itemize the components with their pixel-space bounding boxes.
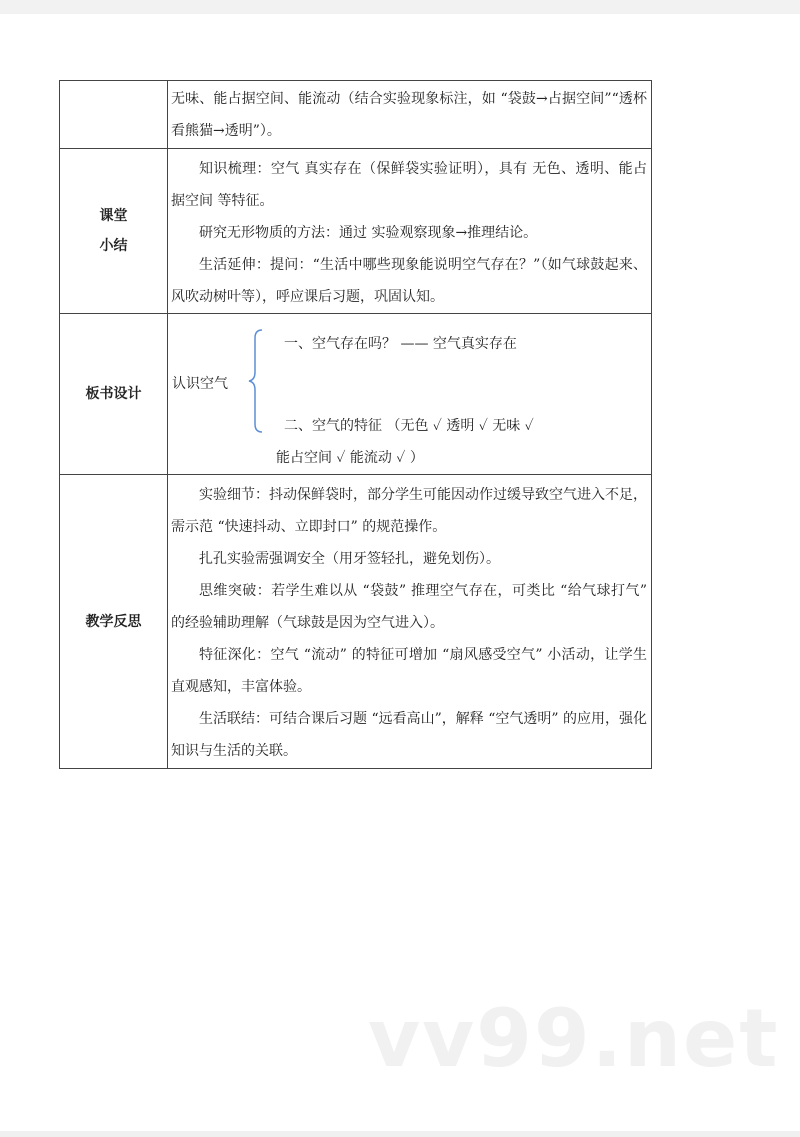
paragraph: 知识梳理：空气 真实存在（保鲜袋实验证明），具有 无色、透明、能占据空间 等特征。 [171, 161, 647, 209]
bottom-edge [0, 1131, 800, 1137]
paragraph: 思维突破：若学生难以从 “袋鼓” 推理空气存在，可类比 “给气球打气” 的经验辅助理解（气球鼓是因为空气进入）。 [171, 583, 647, 631]
paragraph: 生活联结：可结合课后习题 “远看高山”，解释 “空气透明” 的应用，强化知识与生活的关联。 [171, 711, 647, 759]
lesson-table [59, 80, 652, 769]
paragraph: 特征深化：空气 “流动” 的特征可增加 “扇风感受空气” 小活动，让学生直观感知，丰富体验。 [171, 647, 647, 695]
board-item-2-cont: 能占空间 ✓ 能流动 ✓ ） [276, 450, 424, 466]
paragraph: 实验细节：抖动保鲜袋时，部分学生可能因动作过缓导致空气进入不足，需示范 “快速抖动、立即封口” 的规范操作。 [171, 487, 647, 535]
board-design [168, 314, 651, 470]
curly-brace-icon [246, 328, 266, 434]
board-root: 认识空气 [172, 376, 228, 392]
paragraph: 研究无形物质的方法：通过 实验观察现象→推理结论。 [199, 225, 538, 241]
table-row-reflection [60, 474, 651, 768]
top-edge [0, 0, 800, 14]
paragraph: 生活延伸：提问：“生活中哪些现象能说明空气存在？”（如气球鼓起来、风吹动树叶等），呼应课后习题，巩固认知。 [171, 257, 647, 305]
row-content-reflection [168, 475, 651, 768]
paragraph: 扎孔实验需强调安全（用牙签轻扎，避免划伤）。 [199, 551, 500, 567]
row-content-continued [168, 81, 651, 148]
board-item-2: 二、空气的特征 （无色 ✓ 透明 ✓ 无味 ✓ [284, 418, 534, 434]
table-row-board [60, 313, 651, 474]
table-row-summary [60, 148, 651, 313]
row-label-empty [60, 81, 168, 148]
label-line: 课堂 [99, 208, 128, 224]
row-content-summary [168, 149, 651, 313]
table-row-continued [60, 81, 651, 148]
board-item-1: 一、空气存在吗？ —— 空气真实存在 [284, 336, 517, 352]
watermark: vv99.net [368, 992, 780, 1085]
paragraph: 无味、能占据空间、能流动（结合实验现象标注，如 “袋鼓→占据空间”“透杯看熊猫→透明”）。 [171, 91, 647, 139]
row-label-reflection: 教学反思 [60, 475, 168, 768]
label-line: 小结 [99, 238, 128, 254]
row-label-board: 板书设计 [60, 314, 168, 474]
row-label-summary [60, 149, 168, 313]
